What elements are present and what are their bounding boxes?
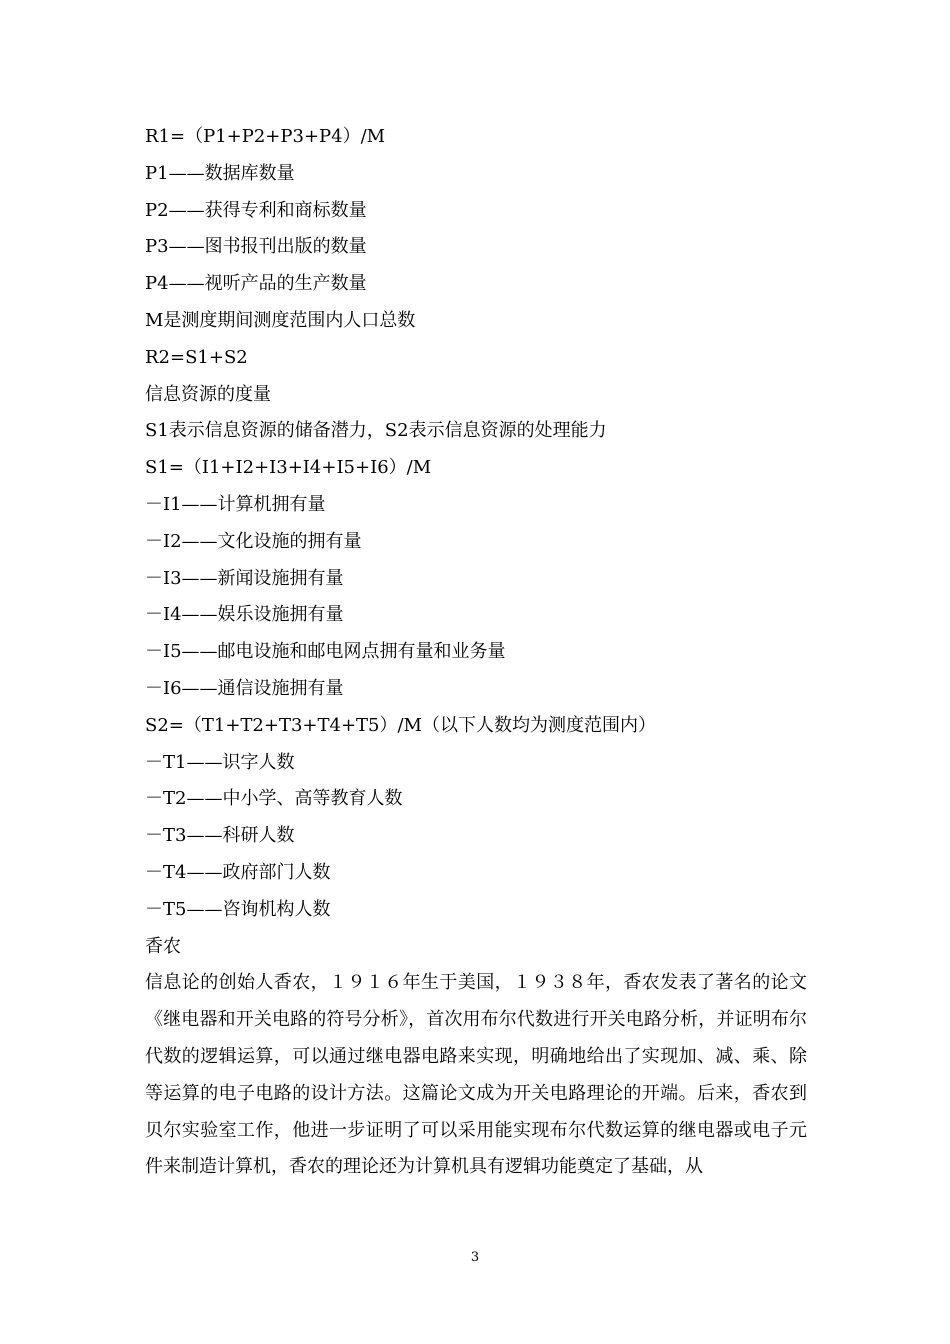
definition-p4: P4——视听产品的生产数量 — [145, 273, 367, 295]
definition-p3: P3——图书报刊出版的数量 — [145, 236, 367, 258]
list-item-i3: －I3——新闻设施拥有量 — [145, 567, 344, 589]
list-item-i6: －I6——通信设施拥有量 — [145, 677, 344, 699]
list-item-t5: －T5——咨询机构人数 — [145, 898, 331, 920]
list-item-i4: －I4——娱乐设施拥有量 — [145, 604, 344, 626]
definition-s1-s2: S1表示信息资源的储备潜力，S2表示信息资源的处理能力 — [145, 420, 607, 442]
section-heading-resource-measure: 信息资源的度量 — [145, 383, 271, 405]
list-item-i2: －I2——文化设施的拥有量 — [145, 530, 362, 552]
list-item-i1: －I1——计算机拥有量 — [145, 493, 326, 515]
shannon-paragraph: 信息论的创始人香农，１９１６年生于美国，１９３８年，香农发表了著名的论文《继电器和开关电路的符号分析》，首次用布尔代数进行开关电路分析，并证明布尔代数的逻辑运算，可以通过继电器电路来实现，明确地给出了实现加、减、乘、除等运算的电子电路的设计方法。这篇论文成为开关电路理论的开端。后来，香农到贝尔实验室工作，他进一步证明了可以采用能实现布尔代数运算的继电器或电子元件来制造计算机，香农的理论还为计算机具有逻辑功能奠定了基础，从 — [145, 972, 807, 1178]
definition-m: M是测度期间测度范围内人口总数 — [145, 309, 416, 331]
formula-r1: R1=（P1+P2+P3+P4）/M — [145, 126, 386, 147]
definition-p1: P1——数据库数量 — [145, 162, 295, 184]
page-content — [145, 119, 815, 1186]
list-item-t2: －T2——中小学、高等教育人数 — [145, 788, 403, 810]
definition-p2: P2——获得专利和商标数量 — [145, 199, 367, 221]
formula-r2: R2=S1+S2 — [145, 346, 248, 368]
list-item-i5: －I5——邮电设施和邮电网点拥有量和业务量 — [145, 641, 506, 663]
formula-s1: S1=（I1+I2+I3+I4+I5+I6）/M — [145, 457, 432, 479]
list-item-t3: －T3——科研人数 — [145, 825, 295, 847]
list-item-t1: －T1——识字人数 — [145, 751, 295, 773]
section-heading-shannon: 香农 — [145, 935, 181, 957]
list-item-t4: －T4——政府部门人数 — [145, 861, 331, 883]
formula-s2: S2=（T1+T2+T3+T4+T5）/M（以下人数均为测度范围内） — [145, 714, 656, 736]
page-number: 3 — [470, 1250, 480, 1265]
